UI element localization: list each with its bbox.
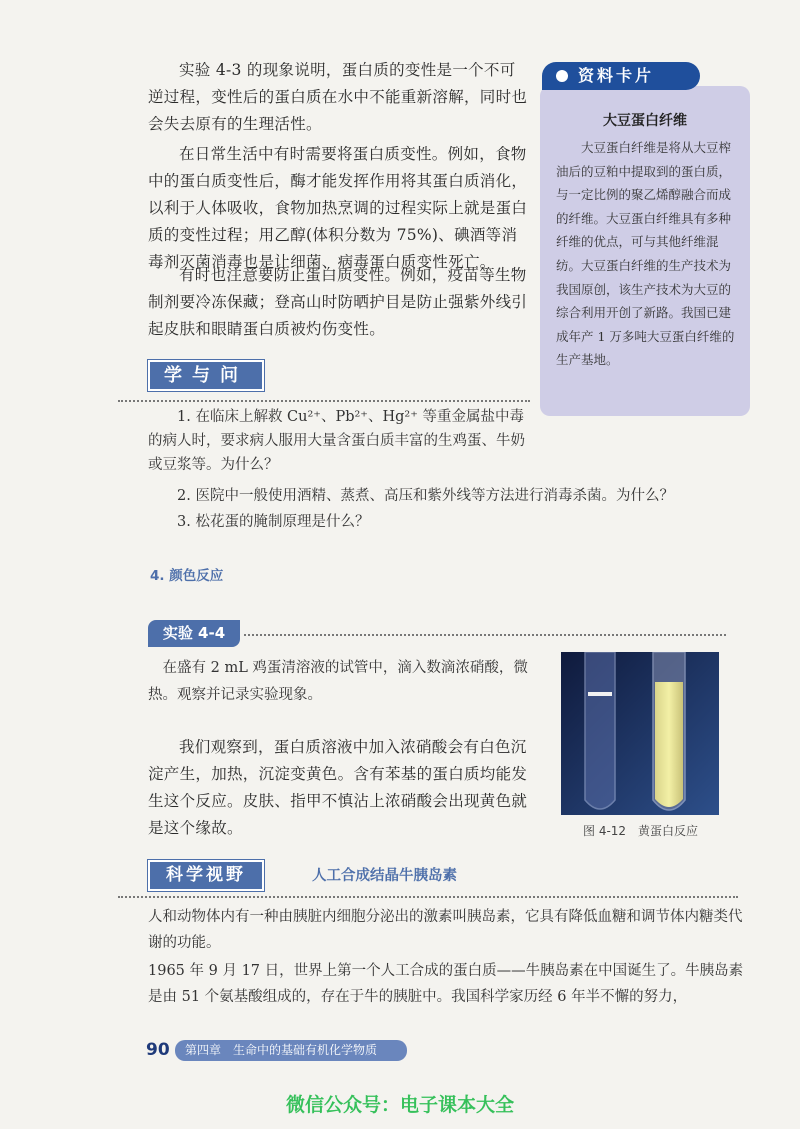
science-paragraph-2: 1965 年 9 月 17 日，世界上第一个人工合成的蛋白质——牛胰岛素在中国诞生了。牛胰岛素是由 51 个氨基酸组成的，存在于牛的胰脏中。我国科学家历经 6 年半不懈的努力， (148, 963, 744, 1005)
figure-caption: 图 4-12 黄蛋白反应 (583, 824, 699, 838)
question-3: 3. 松花蛋的腌制原理是什么？ (177, 514, 370, 530)
paragraph-1: 实验 4-3 的现象说明，蛋白质的变性是一个不可逆过程，变性后的蛋白质在水中不能重新溶解，同时也会失去原有的生理活性。 (148, 61, 528, 133)
experiment-text: 在盛有 2 mL 鸡蛋清溶液的试管中，滴入数滴浓硝酸，微热。观察并记录实验现象。 (148, 660, 528, 703)
info-card-body: 大豆蛋白纤维是将从大豆榨油后的豆粕中提取到的蛋白质，与一定比例的聚乙烯醇融合而成的纤维。大豆蛋白纤维具有多种纤维的优点，可与其他纤维混纺。大豆蛋白纤维的生产技术为我国原创，该生产技术为大豆的综合利用开创了新路。我国已建成年产 1 万多吨大豆蛋白纤维的生产基地。 (556, 140, 735, 368)
question-2: 2. 医院中一般使用酒精、蒸煮、高压和紫外线等方法进行消毒杀菌。为什么？ (177, 488, 674, 504)
chapter-label: 第四章 生命中的基础有机化学物质 (175, 1040, 407, 1061)
section-title: 4. 颜色反应 (150, 568, 224, 584)
watermark-text: 微信公众号：电子课本大全 (285, 1094, 514, 1116)
info-card-tab-label: 资料卡片 (578, 66, 655, 85)
divider (244, 634, 726, 636)
paragraph-2: 在日常生活中有时需要将蛋白质变性。例如，食物中的蛋白质变性后，酶才能发挥作用将其蛋白质消化，以利于人体吸收，食物加热烹调的过程实际上就是蛋白质的变性过程；用乙醇(体积分数为 75%)、碘酒等消毒剂灭菌消毒也是让细菌、病毒蛋白质变性死亡。 (148, 145, 528, 271)
test-tube-photo (561, 652, 719, 815)
info-card-title: 大豆蛋白纤维 (603, 113, 687, 129)
xue-yu-wen-banner: 学与问 (148, 360, 264, 391)
question-1: 1. 在临床上解救 Cu²⁺、Pb²⁺、Hg²⁺ 等重金属盐中毒的病人时，要求病人服用大量含蛋白质丰富的生鸡蛋、牛奶或豆浆等。为什么？ (148, 409, 525, 473)
paragraph-3: 有时也注意要防止蛋白质变性。例如，疫苗等生物制剂要冷冻保藏；登高山时防晒护目是防止强紫外线引起皮肤和眼睛蛋白质被灼伤变性。 (148, 266, 528, 338)
bullet-icon (556, 70, 568, 82)
divider (118, 400, 530, 402)
observation-paragraph: 我们观察到，蛋白质溶液中加入浓硝酸会有白色沉淀产生，加热，沉淀变黄色。含有苯基的蛋白质均能发生这个反应。皮肤、指甲不慎沾上浓硝酸会出现黄色就是这个缘故。 (148, 738, 528, 837)
page-number: 90 (146, 1040, 170, 1060)
science-paragraph-1: 人和动物体内有一种由胰脏内细胞分泌出的激素叫胰岛素，它具有降低血糖和调节体内糖类代谢的功能。 (148, 909, 743, 951)
ke-xue-shi-ye-banner: 科学视野 (148, 860, 264, 891)
info-card-tab (542, 62, 700, 90)
science-section-title: 人工合成结晶牛胰岛素 (312, 868, 457, 884)
divider (118, 896, 738, 898)
experiment-banner: 实验 4-4 (148, 620, 240, 647)
